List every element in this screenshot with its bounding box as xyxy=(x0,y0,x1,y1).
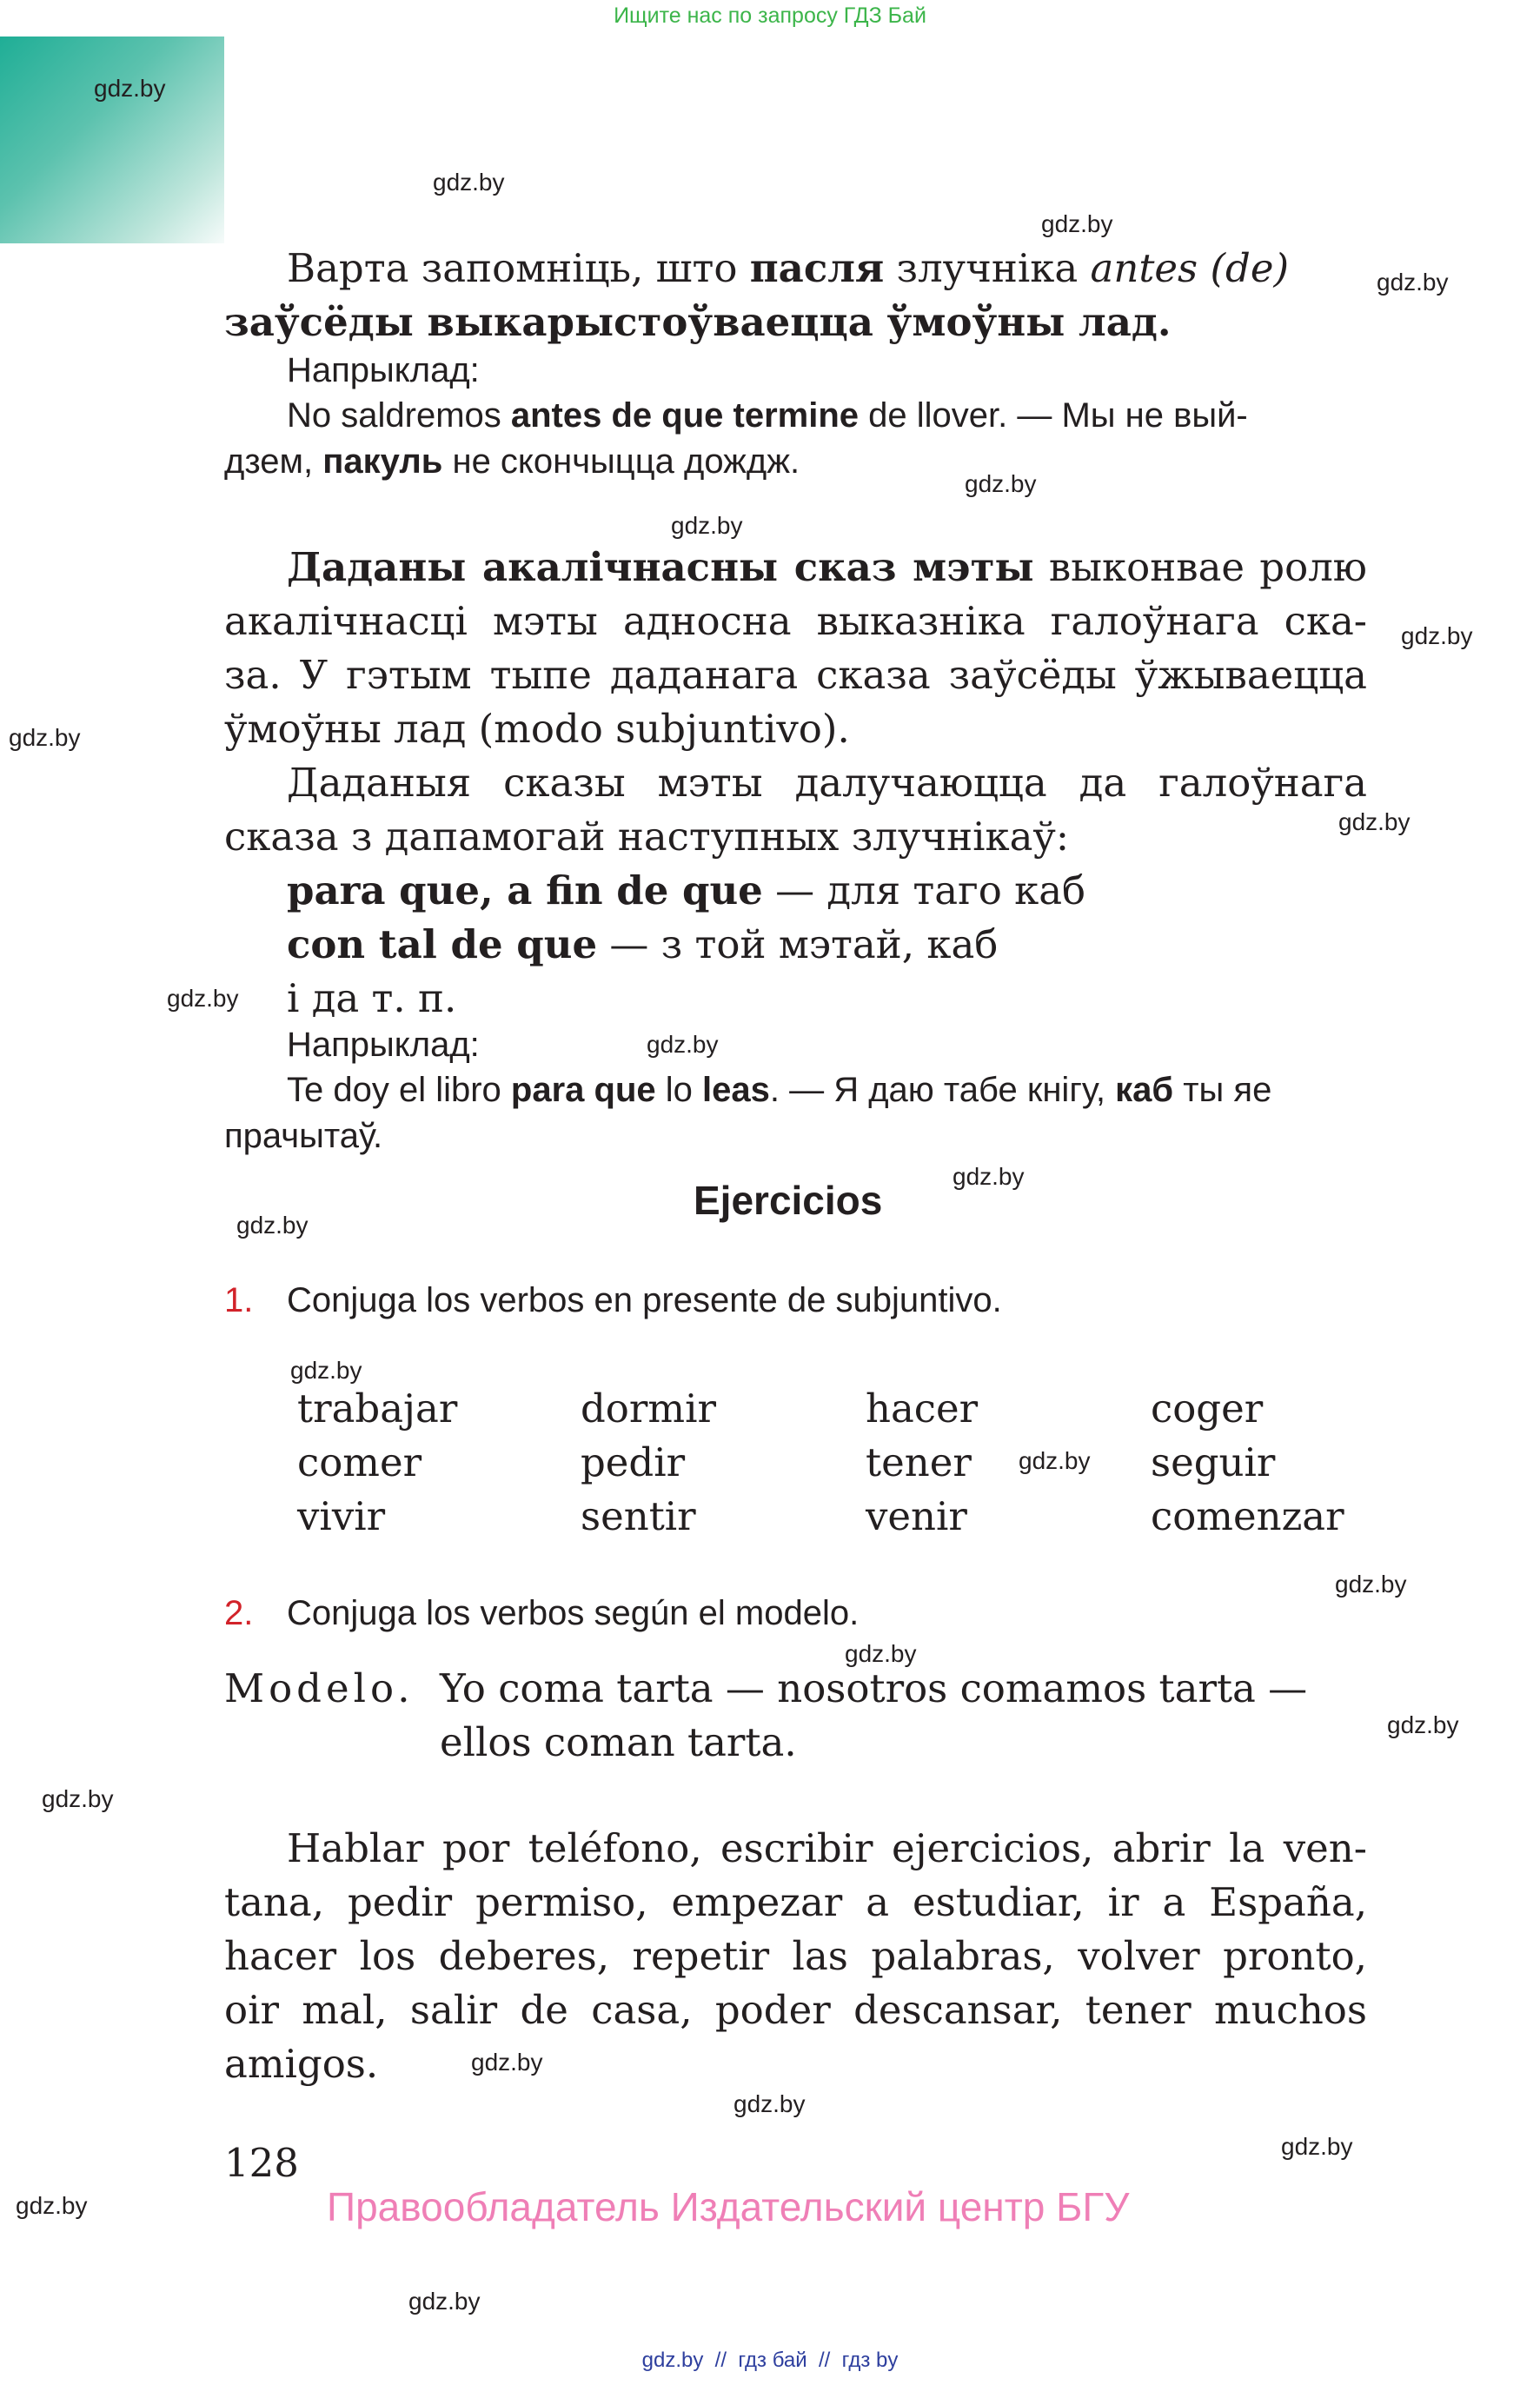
text-run: . — Я даю табе кнігу, xyxy=(769,1071,1116,1109)
copyright-notice: Правообладатель Издательский центр БГУ xyxy=(327,2184,1130,2229)
watermark: gdz.by xyxy=(42,1785,114,1812)
conjunction-2 xyxy=(287,921,998,967)
watermark: gdz.by xyxy=(845,1640,917,1667)
footer-links[interactable]: gdz.by // гдз бай // гдз by xyxy=(641,2348,899,2372)
watermark: gdz.by xyxy=(1338,808,1411,835)
note-line-1 xyxy=(287,245,1289,291)
model-line-2: ellos coman tarta. xyxy=(440,1719,797,1765)
text-run-italic: antes (de) xyxy=(1090,245,1290,291)
watermark: gdz.by xyxy=(290,1357,362,1384)
exercises-heading: Ejercicios xyxy=(694,1178,883,1223)
text-run-bold: заўсёды выкарыстоўваецца ўмоўны лад. xyxy=(224,299,1172,345)
watermark: gdz.by xyxy=(1401,622,1473,649)
watermark: gdz.by xyxy=(671,512,743,539)
verb: coger xyxy=(1151,1385,1264,1432)
text-run: выконвае ролю xyxy=(1033,544,1367,590)
phrase-line-4: oir mal, salir de casa, poder descansar, tener muchos xyxy=(224,1987,1367,2033)
text-run-bold: con tal de que xyxy=(287,921,598,967)
exercise-2-number: 2. xyxy=(224,1594,254,1632)
watermark: gdz.by xyxy=(408,2288,481,2315)
note-line-2 xyxy=(224,299,1172,345)
watermark: gdz.by xyxy=(1377,269,1449,296)
model-line-1: Yo coma tarta — nosotros comamos tarta — xyxy=(440,1665,1308,1711)
page-number: 128 xyxy=(224,2140,299,2186)
verb: trabajar xyxy=(297,1385,458,1432)
watermark: gdz.by xyxy=(9,724,81,751)
watermark: gdz.by xyxy=(1019,1447,1091,1474)
text-run-bold: пакуль xyxy=(322,442,443,481)
rule-line-5: Даданыя сказы мэты далучаюцца да галоўнага xyxy=(287,760,1367,806)
watermark: gdz.by xyxy=(1335,1571,1407,1598)
text-run: lo xyxy=(655,1071,702,1109)
watermark: gdz.by xyxy=(647,1031,719,1058)
text-run: — для таго каб xyxy=(762,867,1086,913)
exercise-1-instruction: Conjuga los verbos en presente de subjuntivo. xyxy=(287,1281,1002,1319)
rule-example-label: Напрыклад: xyxy=(287,1026,480,1064)
corner-decoration xyxy=(0,37,224,243)
text-run: не скончыцца дождж. xyxy=(442,442,800,481)
text-run-bold: antes de que termine xyxy=(510,396,859,435)
watermark: gdz.by xyxy=(1041,210,1113,237)
text-run: — з той мэтай, каб xyxy=(597,921,999,967)
rule-line-6: сказа з дапамогай наступных злучнікаў: xyxy=(224,814,1070,860)
text-run-bold: пасля xyxy=(749,245,885,291)
phrase-line-1: Hablar por teléfono, escribir ejercicios, abrir la ven- xyxy=(287,1825,1367,1871)
text-run-bold: Даданы акалічнасны сказ мэты xyxy=(287,544,1034,590)
note-example-line-1 xyxy=(287,396,1248,435)
watermark: gdz.by xyxy=(953,1163,1025,1190)
text-run: No saldremos xyxy=(287,396,511,435)
rule-line-2: акалічнасці мэты адносна выказніка галоўнага ска- xyxy=(224,598,1367,644)
text-run-bold: leas xyxy=(702,1071,770,1109)
text-run: злучніка xyxy=(884,245,1091,291)
phrase-line-5: amigos. xyxy=(224,2041,379,2087)
rule-example-line-1 xyxy=(287,1071,1271,1110)
watermark: gdz.by xyxy=(16,2192,88,2219)
verb: venir xyxy=(866,1493,967,1539)
exercise-1-number: 1. xyxy=(224,1281,254,1319)
watermark: gdz.by xyxy=(236,1212,309,1239)
phrase-line-2: tana, pedir permiso, empezar a estudiar, ir a España, xyxy=(224,1879,1367,1925)
phrase-line-3: hacer los deberes, repetir las palabras, volver pronto, xyxy=(224,1933,1367,1979)
conjunction-1 xyxy=(287,867,1085,913)
text-run: de llover. — Мы не вый- xyxy=(859,396,1248,435)
text-run-bold: para que, a fin de que xyxy=(287,867,763,913)
verb: sentir xyxy=(581,1493,696,1539)
rule-line-4: ўмоўны лад (modo subjuntivo). xyxy=(224,706,850,752)
verb: seguir xyxy=(1151,1439,1276,1485)
text-run: Te doy el libro xyxy=(287,1071,511,1109)
model-label: Modelo. xyxy=(224,1665,415,1711)
watermark: gdz.by xyxy=(733,2090,806,2117)
exercise-2-instruction: Conjuga los verbos según el modelo. xyxy=(287,1594,860,1632)
rule-line-3: за. У гэтым тыпе даданага сказа заўсёды ўжываецца xyxy=(224,652,1367,698)
rule-example-line-2: прачытаў. xyxy=(224,1117,383,1155)
watermark: gdz.by xyxy=(433,169,505,196)
rule-line-1 xyxy=(287,544,1367,590)
text-run: ты яе xyxy=(1173,1071,1272,1109)
watermark: gdz.by xyxy=(167,985,239,1012)
watermark: gdz.by xyxy=(94,75,166,102)
verb: pedir xyxy=(581,1439,686,1485)
verb: vivir xyxy=(297,1493,386,1539)
text-run-bold: para que xyxy=(510,1071,656,1109)
verb: comer xyxy=(297,1439,422,1485)
verb: dormir xyxy=(581,1385,716,1432)
watermark: gdz.by xyxy=(471,2049,543,2076)
watermark: gdz.by xyxy=(1387,1711,1459,1738)
watermark: gdz.by xyxy=(965,470,1037,497)
note-example-line-2 xyxy=(224,442,800,482)
text-run: дзем, xyxy=(224,442,323,481)
note-example-label: Напрыклад: xyxy=(287,351,480,389)
verb: hacer xyxy=(866,1385,979,1432)
text-run-bold: каб xyxy=(1115,1071,1174,1109)
text-run: Варта запомніць, што xyxy=(287,245,750,291)
verb: tener xyxy=(866,1439,972,1485)
conjunction-etc: і да т. п. xyxy=(287,975,457,1021)
top-notice: Ищите нас по запросу ГДЗ Бай xyxy=(614,3,926,28)
watermark: gdz.by xyxy=(1281,2133,1353,2160)
verb: comenzar xyxy=(1151,1493,1344,1539)
